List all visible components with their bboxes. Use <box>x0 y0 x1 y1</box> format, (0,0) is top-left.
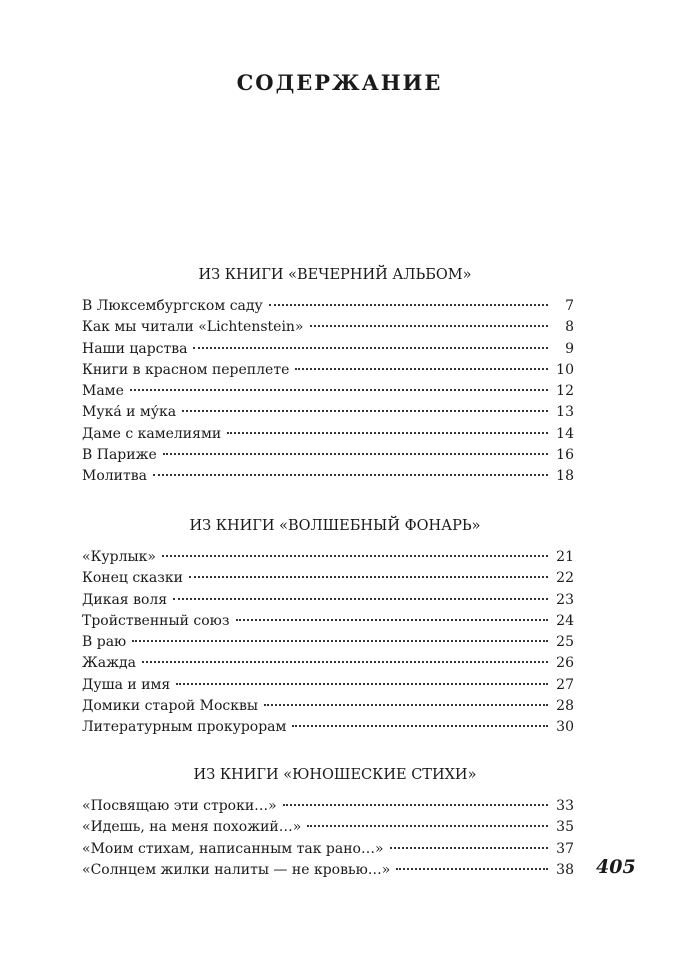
toc-entry-page: 8 <box>565 319 574 336</box>
toc-entry-page: 22 <box>556 570 574 587</box>
toc-entry-title: Тройственный союз <box>82 612 230 629</box>
toc-entry-page: 12 <box>556 383 574 400</box>
toc-entry <box>82 296 574 317</box>
toc-entry-page: 25 <box>556 634 574 651</box>
toc-entry <box>82 402 574 423</box>
toc-entry-page: 30 <box>556 719 574 736</box>
toc-entry-title: Литературным прокурорам <box>82 719 287 736</box>
dot-leader <box>132 640 548 642</box>
dot-leader <box>142 661 548 663</box>
toc-entry-page: 24 <box>556 612 574 629</box>
toc-entry-page: 28 <box>556 698 574 715</box>
dot-leader <box>173 598 548 600</box>
toc-entry-page: 18 <box>556 468 574 485</box>
dot-leader <box>292 725 548 727</box>
toc-entry <box>82 339 574 360</box>
toc-entry-page: 37 <box>556 840 574 857</box>
toc-entry <box>82 817 574 838</box>
dot-leader <box>236 619 549 621</box>
toc-entry-title: Даме с камелиями <box>82 425 222 442</box>
toc-entry <box>82 611 574 632</box>
dot-leader <box>390 847 548 849</box>
toc-entry-page: 21 <box>556 549 574 565</box>
toc-entry <box>82 317 574 338</box>
toc-entry-page: 16 <box>556 447 574 464</box>
toc-entry-title: В Люксембургском саду <box>82 298 263 314</box>
toc-entry-page: 10 <box>556 361 574 378</box>
toc-entry <box>82 424 574 445</box>
toc-entry-title: «Курлык» <box>82 549 156 565</box>
toc-list <box>82 547 574 739</box>
toc-entry-title: Мука́ и му́ка <box>82 404 177 421</box>
toc-entry-page: 13 <box>556 404 574 421</box>
toc-entry-page: 7 <box>565 298 574 314</box>
toc-entry <box>82 547 574 568</box>
toc-entry-title: «Посвящаю эти строки…» <box>82 798 277 814</box>
toc-section-evening-album <box>82 264 574 488</box>
toc-entry <box>82 675 574 696</box>
dot-leader <box>307 825 548 827</box>
toc-entry <box>82 445 574 466</box>
toc-entry <box>82 796 574 817</box>
toc-entry-title: Наши царства <box>82 340 188 357</box>
dot-leader <box>193 347 548 349</box>
toc-entry-title: В раю <box>82 634 127 651</box>
toc-entry-title: Молитва <box>82 468 147 485</box>
dot-leader <box>283 804 548 806</box>
toc-entry <box>82 860 574 881</box>
toc-entry <box>82 568 574 589</box>
dot-leader <box>264 704 548 706</box>
toc-entry-title: «Солнцем жилки налиты — не кровью…» <box>82 861 391 878</box>
dot-leader <box>227 432 548 434</box>
toc-entry-title: Маме <box>82 383 124 400</box>
toc-entry-title: Как мы читали «Lichtenstein» <box>82 319 304 336</box>
toc-entry-title: Душа и имя <box>82 676 171 693</box>
dot-leader <box>130 389 548 391</box>
section-heading: ИЗ КНИГИ «ВЕЧЕРНИЙ АЛЬБОМ» <box>198 267 472 283</box>
toc-entry-page: 33 <box>556 798 574 814</box>
toc-entry-title: «Идешь, на меня похожий…» <box>82 819 302 836</box>
toc-entry-title: «Моим стихам, написанным так рано…» <box>82 840 384 857</box>
toc-entry-title: Жажда <box>82 655 136 672</box>
section-heading: ИЗ КНИГИ «ЮНОШЕСКИЕ СТИХИ» <box>193 767 477 783</box>
toc-entry-page: 27 <box>556 676 574 693</box>
toc-entry-title: Книги в красном переплете <box>82 361 290 378</box>
toc-entry <box>82 717 574 738</box>
toc-entry-page: 9 <box>565 340 574 357</box>
dot-leader <box>310 325 549 327</box>
dot-leader <box>176 683 548 685</box>
toc-entry <box>82 360 574 381</box>
toc-entry-title: Домики старой Москвы <box>82 698 259 715</box>
toc-entry <box>82 653 574 674</box>
dot-leader <box>269 304 548 306</box>
toc-entry <box>82 696 574 717</box>
dot-leader <box>163 453 548 455</box>
dot-leader <box>162 555 548 557</box>
page-number: 405 <box>596 856 636 878</box>
toc-entry-title: Конец сказки <box>82 570 183 587</box>
dot-leader <box>182 410 548 412</box>
toc-entry-page: 26 <box>556 655 574 672</box>
toc-entry-page: 38 <box>556 861 574 878</box>
toc-entry-title: Дикая воля <box>82 591 168 608</box>
dot-leader <box>396 868 548 870</box>
toc-section-youthful-poems <box>82 764 574 881</box>
dot-leader <box>295 368 548 370</box>
section-heading: ИЗ КНИГИ «ВОЛШЕБНЫЙ ФОНАРЬ» <box>189 518 481 534</box>
toc-entry-page: 23 <box>556 591 574 608</box>
dot-leader <box>189 576 548 578</box>
toc-entry-page: 14 <box>556 425 574 442</box>
toc-list <box>82 796 574 881</box>
toc-entry <box>82 839 574 860</box>
dot-leader <box>153 474 548 476</box>
toc-list <box>82 296 574 488</box>
page-title: СОДЕРЖАНИЕ <box>236 70 443 95</box>
toc-entry <box>82 632 574 653</box>
toc-entry <box>82 381 574 402</box>
toc-entry <box>82 590 574 611</box>
toc-entry-title: В Париже <box>82 447 157 464</box>
toc-entry-page: 35 <box>556 819 574 836</box>
toc-section-magic-lantern <box>82 515 574 739</box>
toc-entry <box>82 466 574 487</box>
